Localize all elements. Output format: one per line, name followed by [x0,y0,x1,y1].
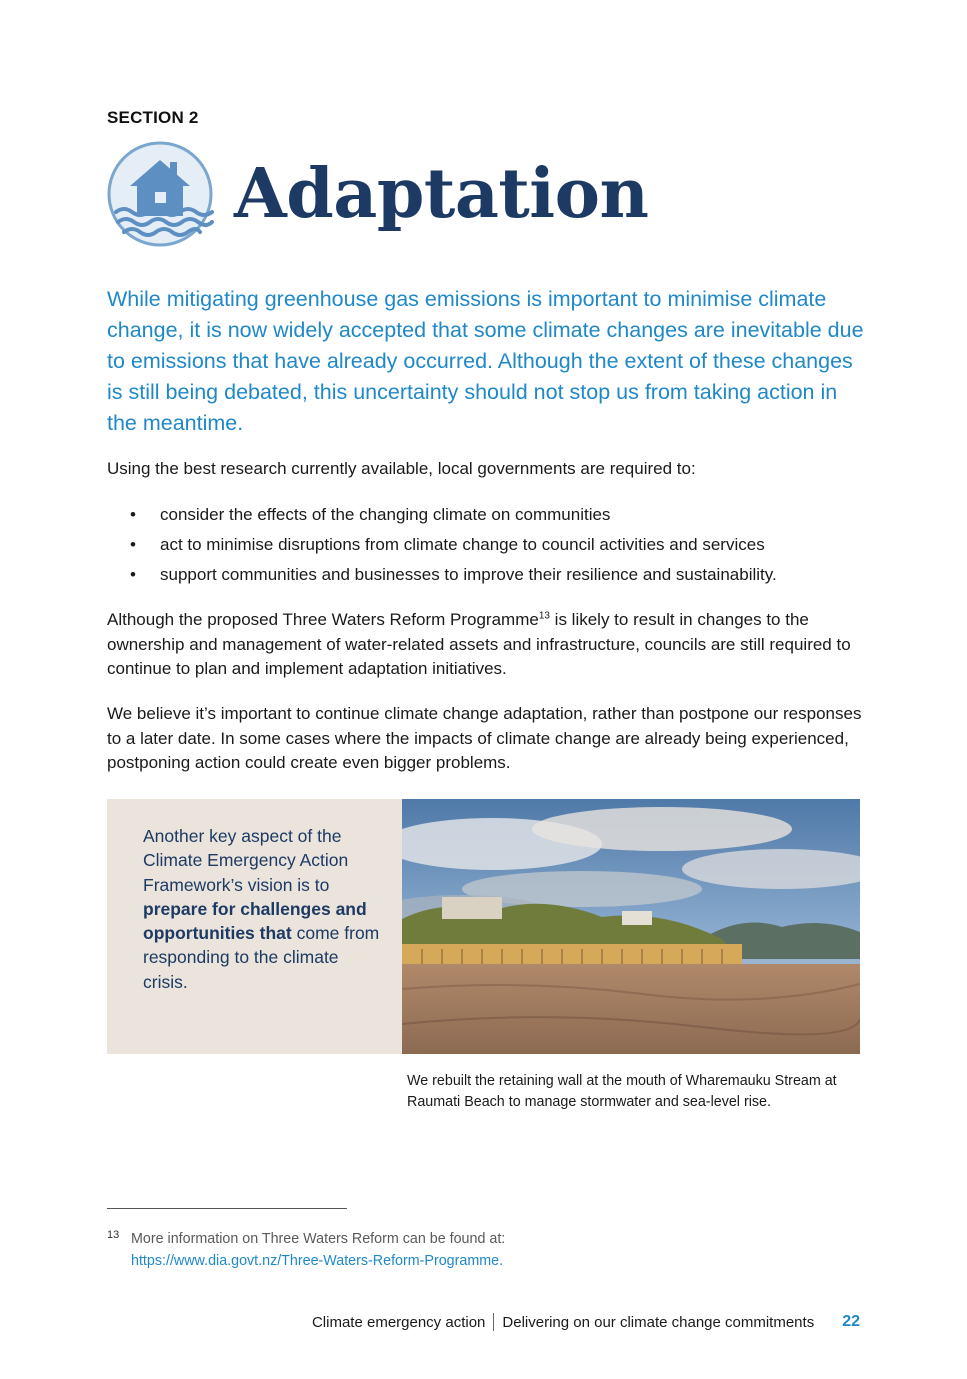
footer-subtitle: Delivering on our climate change commitments [502,1313,815,1331]
page-number: 22 [842,1313,860,1330]
bullet-icon: • [130,505,136,524]
footer-document-title: Climate emergency action [311,1313,486,1331]
footnote [107,1228,807,1272]
footnote-ref[interactable]: 13 [538,610,550,622]
footnote-number: 13 [107,1229,120,1241]
photo-caption: We rebuilt the retaining wall at the mouth of Wharemauku Stream at Raumati Beach to manage stormwater and sea-level rise. [407,1073,837,1110]
lead-in-paragraph: Using the best research currently available, local governments are required to: [107,459,696,478]
callout-box: Another key aspect of the Climate Emergency Action Framework’s vision is to prepare for challenges and opportunities that come from responding to the climate crisis. [107,799,402,1054]
title-row [106,140,648,248]
bullet-icon: • [130,565,136,584]
page-footer [312,1313,860,1331]
house-flood-icon [106,140,214,248]
section-label: SECTION 2 [107,108,199,127]
list-item: • support communities and businesses to improve their resilience and sustainability. [107,563,867,587]
footnote-text: More information on Three Waters Reform can be found at: [131,1231,506,1247]
reform-paragraph: Although the proposed Three Waters Reform Programme$^{13}$ is likely to result in changes to the ownership and management of water-related assets and infrastructure, councils are still required to continue to plan and implement adaptation initiatives. [107,610,851,678]
postpone-paragraph: We believe it’s important to continue climate change adaptation, rather than postpone our responses to a later date. In some cases where the impacts of climate change are already being experienced, postponing action could create even bigger problems. [107,704,862,772]
list-item: • consider the effects of the changing climate on communities [107,503,867,527]
list-item: • act to minimise disruptions from climate change to council activities and services [107,533,867,557]
bullet-icon: • [130,535,136,554]
footnote-link[interactable]: https://www.dia.govt.nz/Three-Waters-Reform-Programme. [131,1253,504,1269]
footnote-divider [107,1208,347,1209]
footer-separator [493,1313,494,1331]
page-title: Adaptation [234,154,649,234]
intro-paragraph: While mitigating greenhouse gas emissions is important to minimise climate change, it is now widely accepted that some climate changes are inevitable due to emissions that have already occurred. Although the extent of these changes is still being debated, this uncertainty should not stop us from taking action in the meantime. [107,287,864,435]
requirements-list [107,503,867,593]
beach-photo [402,799,860,1054]
